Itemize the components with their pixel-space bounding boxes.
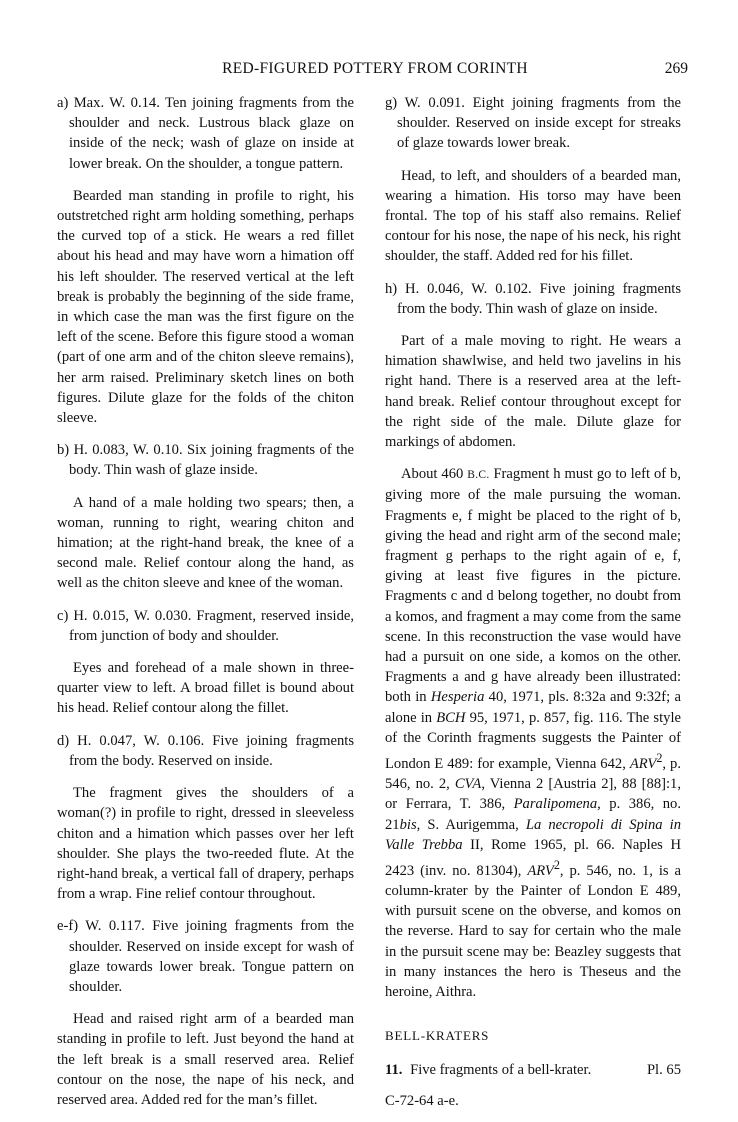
fragment-entry: b) H. 0.083, W. 0.10. Six joining fragments of the body. Thin wash of glaze inside.	[57, 442, 354, 479]
book-title: La necropoli di Spina in Valle Trebba	[385, 816, 681, 853]
description-paragraph: Head, to left, and shoulders of a bearded man, wearing a himation. His torso may have been frontal. The top of his staff also remains. Relief contour for his nose, the nape of his neck, his right shoulder, the staff. Added red for his fillet.	[385, 167, 681, 265]
catalog-entry	[385, 1060, 681, 1080]
reference-abbrev: ARV	[629, 755, 657, 772]
catalog-title: Five fragments of a bell-krater.	[410, 1062, 592, 1079]
reference-abbrev: CVA	[454, 776, 482, 793]
discussion-paragraph: About 460 B.C. Fragment h must go to left of b, giving more of the male pursuing the woman. Fragments e, f might be placed to the right of b, giving the head and right arm of the second male; fragment g perhaps to the right again of e, f, giving at least five figures in the picture. Fragments c and d belong together, no doubt from a komos, and fragment a may come from the same scene. In this reconstruction the vase would have had a pursuit on one side, a komos on the other. Fragments a and g have already been illustrated: both in Hesperia 40, 1971, pls. 8:32a and 9:32f; a alone in BCH 95, 1971, p. 857, fig. 116. The style of the Corinth fragments suggests the Painter of London E 489: for example, Vienna 642, ARV$^2$, p. 546, no. 2, CVA, Vienna 2 [Austria 2], 88 [88]:1, or Ferrara, T. 386, Paralipomena, p. 386, no. 21bis, S. Aurigemma, La necropoli di Spina in Valle Trebba II, Rome 1965, pl. 66. Naples H 2423 (inv. no. 81304), ARV$^2$, p. 546, no. 1, is a column-krater by the Painter of London E 489, with pursuit scene on the obverse, and komos on the reverse. Hard to say for certain who the male in the pursuit scene may be: Beazley suggests that in many instances the hero is Theseus and the heroine, Aithra.	[385, 466, 681, 1001]
plate-reference: Pl. 65	[646, 1062, 681, 1079]
description-paragraph: A hand of a male holding two spears; then, a woman, running to right, wearing chiton and himation; at the right-hand break, the knee of a second male. Relief contour along the hand, as well as the chiton sleeve and knee of the woman.	[57, 494, 354, 592]
page-header	[62, 60, 688, 82]
reference-title: Paralipomena	[513, 796, 598, 813]
right-column-catalog	[385, 93, 681, 452]
fragment-entry: g) W. 0.091. Eight joining fragments from the shoulder. Reserved on inside except for streaks of glaze towards lower break.	[385, 95, 681, 152]
fragment-entry: e-f) W. 0.117. Five joining fragments from the shoulder. Reserved on inside except for wash of glaze towards lower break. Tongue pattern on shoulder.	[57, 918, 354, 995]
description-paragraph: Head and raised right arm of a bearded man standing in profile to left. Just beyond the hand at the left break is a small reserved area. Relief contour on the nose, the nape of his neck, and reserved area. Added red for the man’s fillet.	[57, 1011, 354, 1108]
reference-abbrev: ARV	[527, 862, 554, 879]
catalog-number: 11.	[385, 1062, 403, 1079]
fragment-entry: d) H. 0.047, W. 0.106. Five joining fragments from the body. Reserved on inside.	[57, 732, 354, 769]
running-title: RED-FIGURED POTTERY FROM CORINTH	[222, 60, 528, 77]
page-number: 269	[664, 60, 688, 77]
journal-title: Hesperia	[430, 689, 485, 706]
right-column	[385, 93, 681, 1111]
description-paragraph: Eyes and forehead of a male shown in three-quarter view to left. A broad fillet is bound about his head. Relief contour along the fillet.	[57, 660, 354, 717]
description-paragraph: Part of a male moving to right. He wears a himation shawlwise, and held two javelins in his right hand. There is a reserved area at the left-hand break. Relief contour throughout except for the right side of the male. Dilute glaze for markings of abdomen.	[385, 333, 681, 451]
fragment-entry: h) H. 0.046, W. 0.102. Five joining fragments from the body. Thin wash of glaze on inside.	[385, 280, 681, 317]
journal-title: BCH	[436, 709, 466, 726]
inventory-number: C-72-64 a-e.	[385, 1092, 459, 1109]
left-column	[57, 93, 354, 1122]
section-heading: BELL-KRATERS	[385, 1028, 490, 1044]
description-paragraph: Bearded man standing in profile to right, his outstretched right arm holding something, perhaps the curved top of a stick. He wears a red fillet about his head and may have worn a himation off his left shoulder. The reserved vertical at the left break is probably the beginning of the side frame, in which case the man was the first figure on the left of the scene. Before this figure stood a woman (part of one arm and of the chiton sleeve remains), her arm raised. Preliminary sketch lines on both figures. Dilute glaze for the folds of the chiton sleeve.	[57, 187, 354, 427]
description-paragraph: The fragment gives the shoulders of a woman(?) in profile to right, dressed in sleeveless chiton and a himation which passes over her left shoulder. She plays the two-reeded flute. At the right-hand break, a vertical fall of drapery, perhaps from a wrap. Fine relief contour throughout.	[57, 785, 354, 903]
fragment-entry: c) H. 0.015, W. 0.030. Fragment, reserved inside, from junction of body and shoulder.	[57, 607, 354, 644]
era-abbrev: B.C.	[467, 469, 490, 482]
fragment-entry: a) Max. W. 0.14. Ten joining fragments from the shoulder and neck. Lustrous black glaze on inside of the neck; wash of glaze on inside at lower break. On the shoulder, a tongue pattern.	[57, 95, 354, 172]
